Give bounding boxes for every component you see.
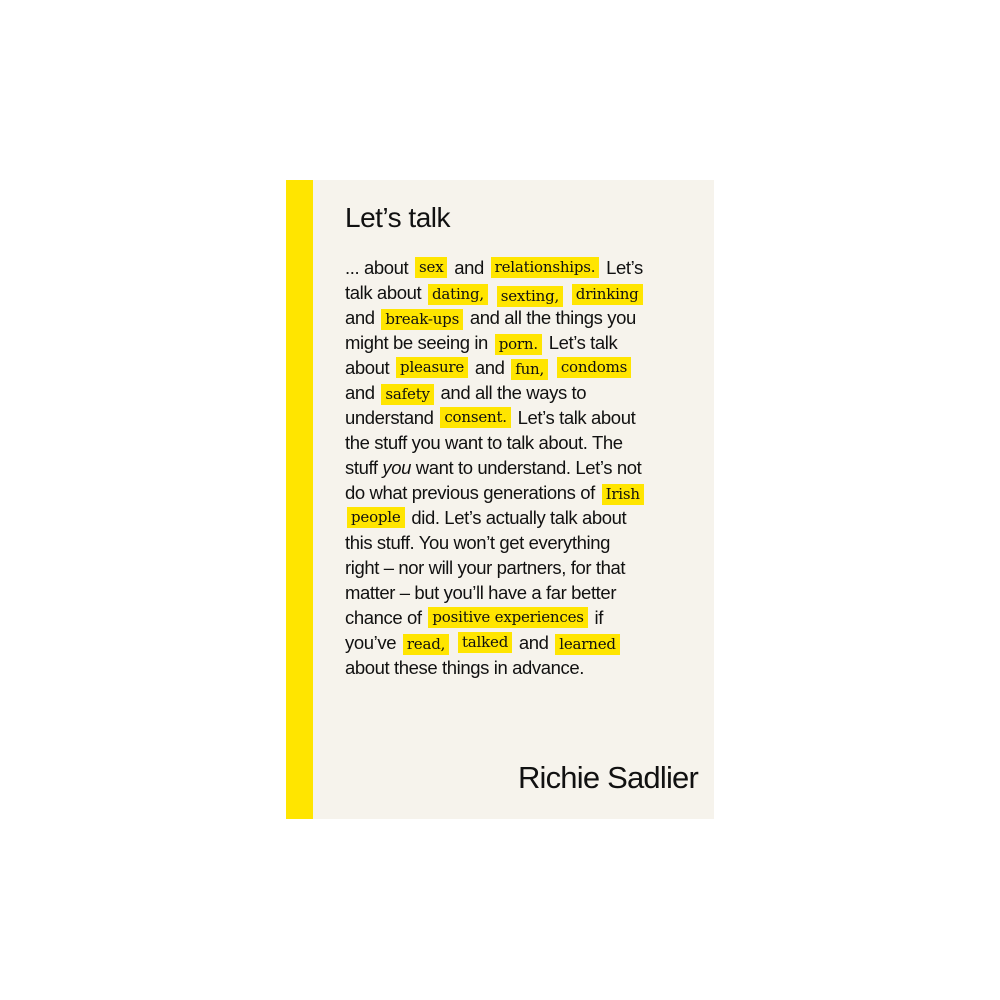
blurb-line-15 xyxy=(345,607,603,630)
blurb-text: and all the things you xyxy=(469,307,636,328)
blurb-text: and xyxy=(345,307,375,328)
blurb-text: about xyxy=(345,357,390,378)
highlight-irish: Irish xyxy=(602,484,644,505)
highlight-porn: porn. xyxy=(495,334,542,355)
blurb-line-13: right – nor will your partners, for that xyxy=(345,557,626,578)
highlight-safety: safety xyxy=(381,384,433,405)
blurb-text: you’ve xyxy=(345,632,397,653)
yellow-spine-stripe xyxy=(286,180,313,819)
highlight-fun: fun, xyxy=(511,359,548,380)
blurb-line-14: matter – but you’ll have a far better xyxy=(345,582,617,603)
blurb-line-6 xyxy=(345,382,586,405)
book-title: Let’s talk xyxy=(345,202,450,233)
blurb-text: chance of xyxy=(345,607,422,628)
blurb-line-11 xyxy=(345,507,626,530)
blurb-text: want to understand. Let’s not xyxy=(415,457,642,478)
blurb-text: understand xyxy=(345,407,434,428)
blurb-text: ... about xyxy=(345,257,409,278)
highlight-drinking: drinking xyxy=(572,284,643,305)
blurb-text: Let’s talk xyxy=(548,332,618,353)
highlight-consent: consent. xyxy=(440,407,511,428)
blurb-text: might be seeing in xyxy=(345,332,488,353)
highlight-positive-experiences: positive experiences xyxy=(428,607,587,628)
blurb-line-16 xyxy=(345,632,622,655)
highlight-read: read, xyxy=(403,634,449,655)
blurb-text: Let’s talk about xyxy=(517,407,636,428)
blurb-line-10 xyxy=(345,482,646,505)
blurb-text: do what previous generations of xyxy=(345,482,595,503)
highlight-learned: learned xyxy=(555,634,620,655)
highlight-condoms: condoms xyxy=(557,357,631,378)
blurb-emphasis: you xyxy=(382,457,412,478)
highlight-pleasure: pleasure xyxy=(396,357,468,378)
author-name: Richie Sadlier xyxy=(517,760,698,795)
blurb-line-5 xyxy=(345,357,633,380)
blurb-text: and xyxy=(454,257,484,278)
blurb-line-8: the stuff you want to talk about. The xyxy=(345,432,623,453)
blurb-line-2 xyxy=(345,282,645,305)
highlight-relationships: relationships. xyxy=(491,257,600,278)
highlight-talked: talked xyxy=(458,632,512,653)
blurb-text: and xyxy=(518,632,549,653)
blurb-line-17: about these things in advance. xyxy=(345,657,584,678)
blurb-text: did. Let’s actually talk about xyxy=(411,507,627,528)
blurb-text: talk about xyxy=(345,282,422,303)
blurb-text: and xyxy=(345,382,375,403)
book-cover xyxy=(286,180,714,819)
blurb-line-1 xyxy=(345,257,643,280)
blurb-text: Let’s xyxy=(606,257,643,278)
blurb-text: and xyxy=(474,357,505,378)
highlight-dating: dating, xyxy=(428,284,488,305)
highlight-sexting: sexting, xyxy=(497,286,563,307)
blurb-line-4 xyxy=(345,332,617,355)
blurb-line-12: this stuff. You won’t get everything xyxy=(345,532,610,553)
blurb-line-9 xyxy=(345,457,641,479)
highlight-people: people xyxy=(347,507,405,528)
blurb-line-3 xyxy=(345,307,636,330)
highlight-sex: sex xyxy=(415,257,447,278)
blurb-text: stuff xyxy=(345,457,378,478)
highlight-break-ups: break-ups xyxy=(381,309,463,330)
blurb-text: if xyxy=(594,607,603,628)
blurb-text: and all the ways to xyxy=(440,382,587,403)
blurb-line-7 xyxy=(345,407,635,430)
